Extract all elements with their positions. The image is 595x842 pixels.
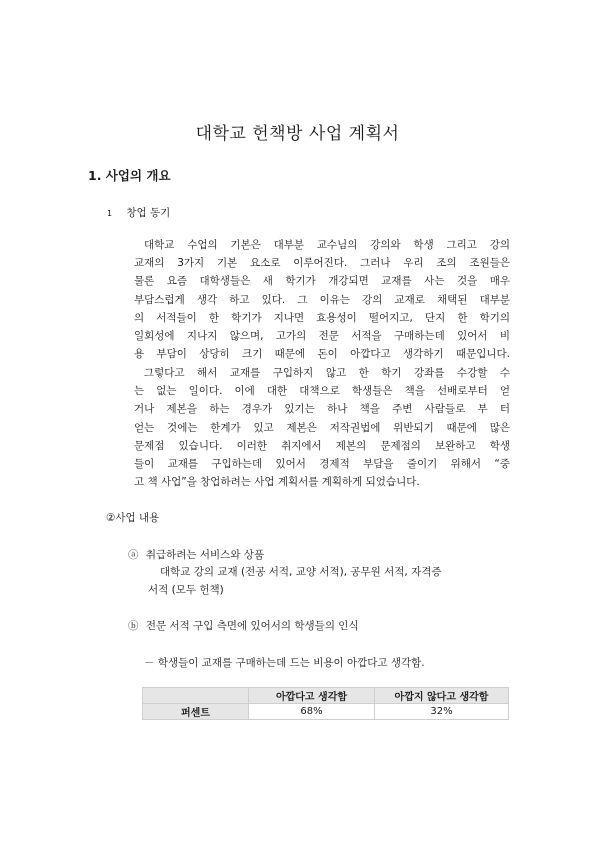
survey-summary-line: － 학생들이 교재를 구매하는데 드는 비용이 아깝다고 생각함. [144,657,425,669]
table-cell: 32% [375,704,509,720]
text-line: 는 없는 일이다. 이에 대한 대책으로 학생들은 책을 선배로부터 얻 [134,385,510,398]
paragraph-motivation-2 [134,364,510,491]
item-number: 1 [107,209,113,218]
table-row-label: 퍼센트 [143,704,249,720]
text-line: 그렇다고 해서 교재를 구입하지 않고 한 학기 강좌를 수강할 수 [144,367,510,379]
text-line: 물론 요즘 대학생들은 새 학기가 개강되면 교재를 사는 것을 매우 [134,275,510,288]
text-line: 부담스럽게 생각 하고 있다. 그 이유는 강의 교재로 채택된 대부분 [134,293,510,306]
text-line: 의 서적들이 한 학기가 지나면 효용성이 떨어지고, 단지 한 학기의 [134,311,510,324]
text-line: 서적 (모두 헌책) [148,584,224,596]
item-label: 창업 동기 [126,207,171,219]
sub-marker: ⓑ [128,620,139,632]
sub-item-perception [128,618,359,633]
text-line: 대학교 수업의 기본은 대부분 교수님의 강의와 학생 그리고 강의 [144,239,510,251]
section-heading-overview: 1. 사업의 개요 [88,168,171,183]
sub-label: 전문 서적 구입 측면에 있어서의 학생들의 인식 [145,620,359,632]
sub-item-services [128,547,264,562]
text-line: 거나 제본을 하는 경우가 있기는 하나 책을 주변 사람들로 부 터 [134,403,510,416]
sub-label: 취급하려는 서비스와 상품 [145,549,265,561]
table-header-cell: 아깝지 않다고 생각함 [375,688,509,704]
text-line: 고 책 사업”을 창업하려는 사업 계획서를 계획하게 되었습니다. [134,476,420,489]
document-title: 대학교 헌책방 사업 계획서 [195,124,400,144]
table-header-cell: 아깝다고 생각함 [249,688,375,704]
sub-marker: ⓐ [128,549,139,561]
table-header-row [143,688,509,704]
table-corner-cell [143,688,249,704]
paragraph-motivation-1 [134,236,510,363]
text-line: 문제점 있습니다. 이러한 취지에서 제본의 문제점의 보완하고 학생 [134,439,510,452]
text-line: 용 부담이 상당히 크기 때문에 돈이 아깝다고 생각하기 때문입니다. [134,348,510,361]
text-line: 교재의 3가지 기본 요소로 이루어진다. 그러나 우리 조의 조원들은 [134,257,510,270]
text-line: 대학교 강의 교재 (전공 서적, 교양 서적), 공무원 서적, 자격증 [160,566,442,578]
table-row [143,704,509,720]
item-business-content: ②사업 내용 [106,512,160,524]
sub-item-services-detail [148,563,442,599]
survey-table [142,687,509,720]
text-line: 일회성에 지나지 않으며, 고가의 전문 서적을 구매하는데 있어서 비 [134,329,510,342]
table-cell: 68% [249,704,375,720]
text-line: 얻는 것에는 한계가 있고 제본은 저작권법에 위반되기 때문에 많은 [134,421,510,434]
text-line: 들이 교재를 구입하는데 있어서 경제적 부담을 줄이기 위해서 “중 [134,457,510,470]
item-motivation [107,205,170,220]
